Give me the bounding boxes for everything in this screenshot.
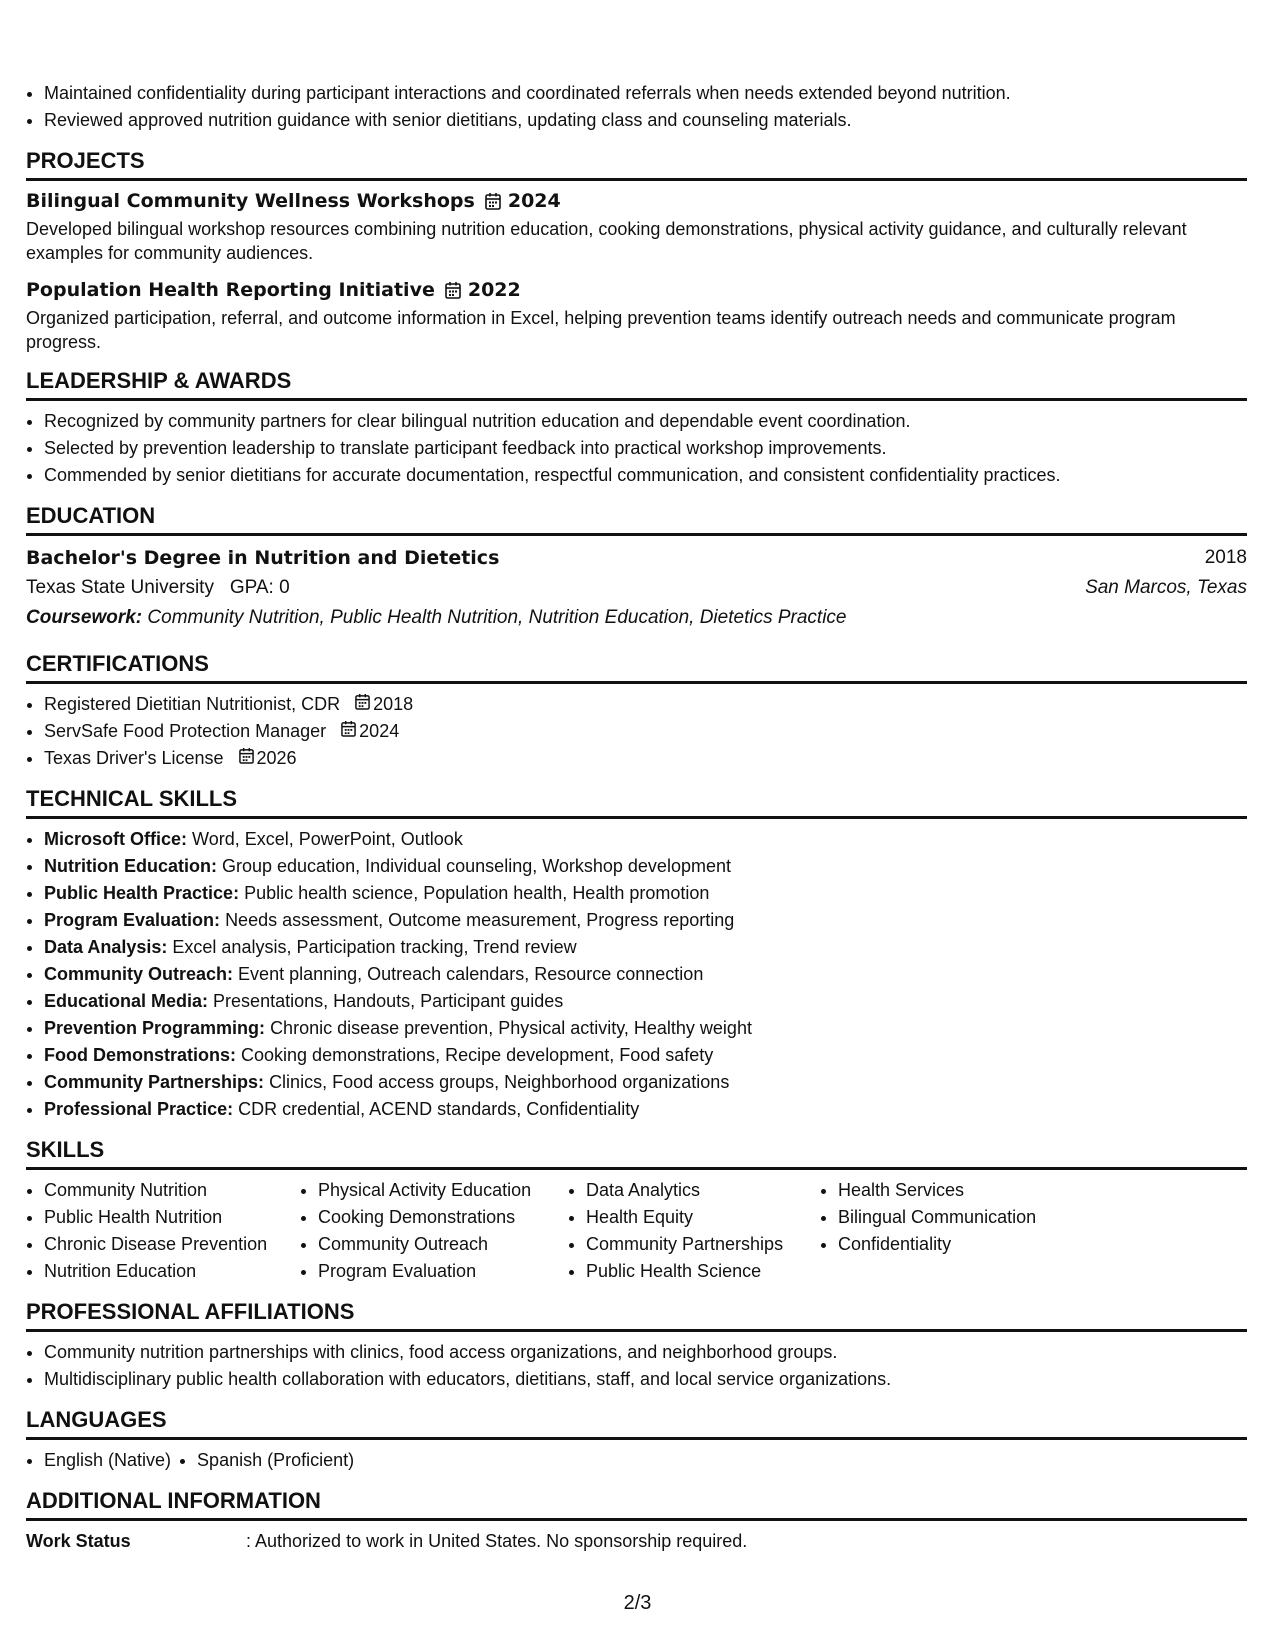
cert-name: Registered Dietitian Nutritionist, CDR [44, 694, 341, 714]
leadership-section [26, 368, 1247, 489]
project-year: 2022 [467, 279, 521, 301]
skill-label: Microsoft Office: [44, 829, 188, 849]
list-item: • Physical Activity Education [318, 1177, 568, 1204]
gpa: GPA: 0 [229, 577, 290, 598]
cert-name: Texas Driver's License [44, 748, 224, 768]
list-item [44, 961, 1247, 988]
skill-label: Nutrition Education: [44, 856, 217, 876]
work-status-label: Work Status [26, 1531, 131, 1551]
calendar-icon [341, 720, 356, 737]
list-item: • Selected by prevention leadership to translate participant feedback into practical workshop improvements. [44, 435, 1247, 462]
education-section [26, 503, 1247, 633]
additional-info-section [26, 1488, 1247, 1554]
list-item [44, 718, 1247, 745]
coursework-list: Community Nutrition, Public Health Nutrition, Nutrition Education, Dietetics Practice [147, 607, 847, 628]
list-item: • Community Nutrition [44, 1177, 300, 1204]
list-item: • Bilingual Communication [838, 1204, 1120, 1231]
list-item: • Community Outreach [318, 1231, 568, 1258]
list-item: • Reviewed approved nutrition guidance with senior dietitians, updating class and counseling materials. [44, 107, 1247, 134]
list-item: • Community Partnerships [586, 1231, 820, 1258]
list-item: • Confidentiality [838, 1231, 1120, 1258]
list-item: • Recognized by community partners for clear bilingual nutrition education and dependable event coordination. [44, 408, 1247, 435]
skill-label: Community Outreach: [44, 964, 234, 984]
skill-label: Data Analysis: [44, 937, 168, 957]
skill-label: Professional Practice: [44, 1099, 234, 1119]
list-item [44, 988, 1247, 1015]
project-item [26, 277, 1247, 354]
list-item [44, 880, 1247, 907]
skill-value: Cooking demonstrations, Recipe development, Food safety [241, 1045, 714, 1065]
list-item: • Chronic Disease Prevention [44, 1231, 300, 1258]
skill-value: Public health science, Population health, Health promotion [244, 883, 710, 903]
skill-label: Food Demonstrations: [44, 1045, 236, 1065]
project-description: Organized participation, referral, and outcome information in Excel, helping prevention teams identify outreach needs and communicate program progress. [26, 308, 1176, 352]
calendar-icon [355, 693, 370, 710]
skill-label: Community Partnerships: [44, 1072, 265, 1092]
skill-value: Excel analysis, Participation tracking, Trend review [172, 937, 577, 957]
list-item [44, 1042, 1247, 1069]
skills-column [568, 1177, 820, 1285]
graduation-year: 2018 [1204, 547, 1247, 568]
list-item [44, 745, 1247, 772]
list-item: • Health Equity [586, 1204, 820, 1231]
list-item: • Program Evaluation [318, 1258, 568, 1285]
list-item [44, 853, 1247, 880]
list-item [44, 907, 1247, 934]
affiliations-section [26, 1299, 1247, 1393]
section-title: SKILLS [26, 1137, 1247, 1170]
list-item: • Health Services [838, 1177, 1120, 1204]
list-item: • English (Native) [44, 1447, 171, 1474]
skill-value: Needs assessment, Outcome measurement, Progress reporting [225, 910, 735, 930]
list-item: • Data Analytics [586, 1177, 820, 1204]
school-location: San Marcos, Texas [1085, 577, 1247, 598]
list-item: • Commended by senior dietitians for accurate documentation, respectful communication, and consistent confidentiality practices. [44, 462, 1247, 489]
experience-continued-list [26, 80, 1247, 134]
list-item: • Nutrition Education [44, 1258, 300, 1285]
section-title: LEADERSHIP & AWARDS [26, 368, 1247, 401]
cert-year: 2018 [373, 694, 414, 714]
certifications-section [26, 651, 1247, 772]
project-year: 2024 [507, 190, 561, 212]
list-item [44, 826, 1247, 853]
skills-column [820, 1177, 1120, 1285]
project-item [26, 188, 1247, 265]
list-item [44, 691, 1247, 718]
cert-year: 2024 [359, 721, 400, 741]
skill-value: Event planning, Outreach calendars, Resource connection [238, 964, 704, 984]
skills-section [26, 1137, 1247, 1285]
list-item: • Maintained confidentiality during participant interactions and coordinated referrals when needs extended beyond nutrition. [44, 80, 1247, 107]
project-name: Population Health Reporting Initiative [26, 279, 435, 301]
skill-label: Prevention Programming: [44, 1018, 266, 1038]
skill-value: Group education, Individual counseling, Workshop development [222, 856, 731, 876]
list-item [44, 1069, 1247, 1096]
work-status-value: : Authorized to work in United States. No sponsorship required. [246, 1531, 748, 1551]
skill-value: Word, Excel, PowerPoint, Outlook [192, 829, 463, 849]
skills-column [300, 1177, 568, 1285]
projects-section [26, 148, 1247, 354]
list-item: • Public Health Science [586, 1258, 820, 1285]
list-item: • Public Health Nutrition [44, 1204, 300, 1231]
cert-name: ServSafe Food Protection Manager [44, 721, 327, 741]
list-item: • Spanish (Proficient) [197, 1447, 354, 1474]
section-title: ADDITIONAL INFORMATION [26, 1488, 1247, 1521]
technical-skills-section [26, 786, 1247, 1123]
languages-section [26, 1407, 1247, 1474]
section-title: CERTIFICATIONS [26, 651, 1247, 684]
list-item [44, 934, 1247, 961]
school-name: Texas State University [26, 577, 214, 598]
list-item: • Cooking Demonstrations [318, 1204, 568, 1231]
cert-year: 2026 [256, 748, 297, 768]
list-item [44, 1015, 1247, 1042]
section-title: EDUCATION [26, 503, 1247, 536]
list-item: • Community nutrition partnerships with clinics, food access organizations, and neighborhood groups. [44, 1339, 1247, 1366]
project-description: Developed bilingual workshop resources combining nutrition education, cooking demonstrations, physical activity guidance, and culturally relevant examples for community audiences. [26, 219, 1187, 263]
section-title: PROFESSIONAL AFFILIATIONS [26, 1299, 1247, 1332]
skill-label: Program Evaluation: [44, 910, 221, 930]
calendar-icon [239, 747, 254, 764]
section-title: PROJECTS [26, 148, 1247, 181]
calendar-icon [445, 281, 461, 299]
skill-value: Presentations, Handouts, Participant guides [213, 991, 564, 1011]
skill-value: Clinics, Food access groups, Neighborhood organizations [269, 1072, 730, 1092]
degree-name: Bachelor's Degree in Nutrition and Dietetics [26, 547, 500, 569]
skills-grid [26, 1177, 1247, 1285]
skill-value: CDR credential, ACEND standards, Confidentiality [238, 1099, 640, 1119]
skill-value: Chronic disease prevention, Physical activity, Healthy weight [270, 1018, 752, 1038]
skill-label: Educational Media: [44, 991, 209, 1011]
section-title: LANGUAGES [26, 1407, 1247, 1440]
calendar-icon [485, 192, 501, 210]
page-number: 2/3 [623, 1592, 652, 1614]
skills-column [26, 1177, 300, 1285]
coursework-label: Coursework: [26, 607, 143, 628]
skill-label: Public Health Practice: [44, 883, 240, 903]
list-item [44, 1096, 1247, 1123]
section-title: TECHNICAL SKILLS [26, 786, 1247, 819]
list-item: • Multidisciplinary public health collaboration with educators, dietitians, staff, and local service organizations. [44, 1366, 1247, 1393]
project-name: Bilingual Community Wellness Workshops [26, 190, 475, 212]
